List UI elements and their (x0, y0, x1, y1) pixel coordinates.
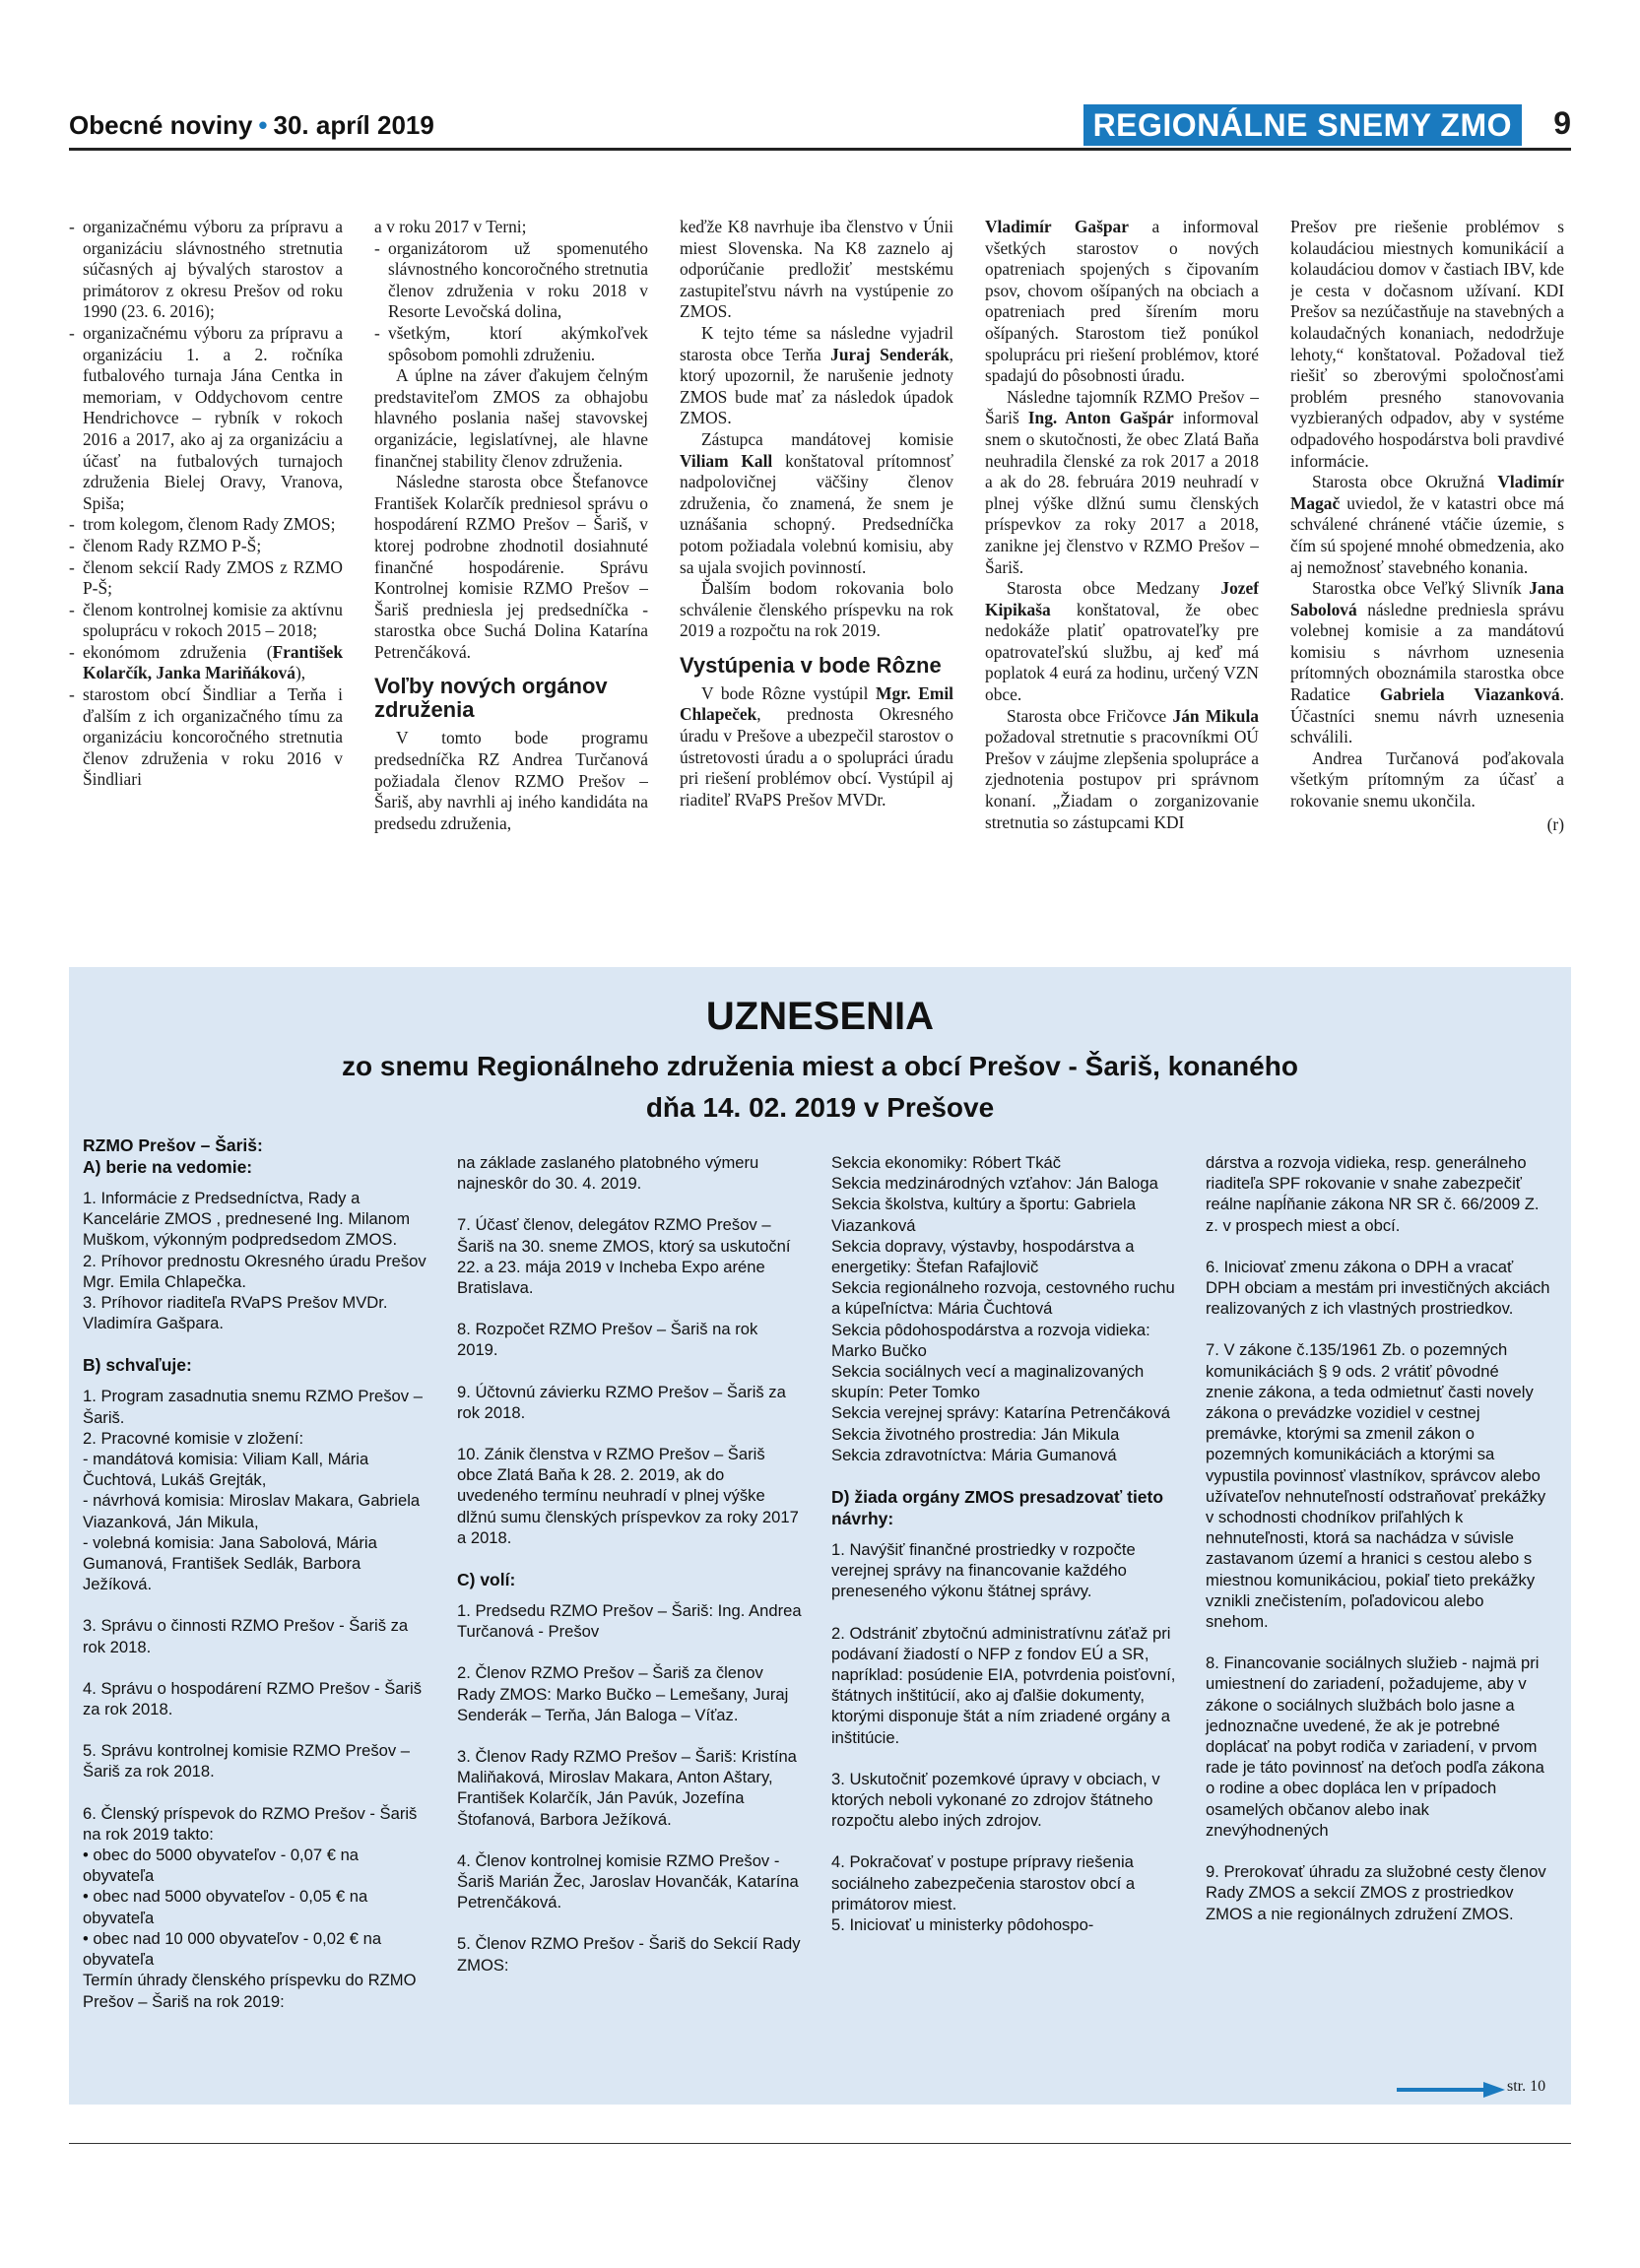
bold-name: Jozef Kipikaša (985, 578, 1259, 619)
resolution-item: 5. Iniciovať u ministerky pôdohospo- (831, 1915, 1094, 1935)
text: informoval snem o skutočnosti, že obec Zlatá Baňa neuhradila členské za rok 2017 a 2018 a ak do 28. februára 2019 neuhradí v plnej výške dlžnú sumu členských príspevkov za roky 2017 a 2018, zanikne jej členstvo v RZMO Prešov – Šariš. (985, 408, 1259, 577)
list-item: - organizačnému výboru za prípravu a organizáciu slávnostného stretnutia súčasných aj bývalých starostov a primátorov z okresu Prešov od roku 1990 (23. 6. 2016); (69, 217, 343, 323)
paragraph (985, 578, 1259, 706)
resolution-item: 2. Pracovné komisie v zložení: (83, 1428, 304, 1448)
subheading: Vystúpenia v bode Rôzne (680, 652, 942, 678)
separator-dot: • (258, 110, 268, 140)
list-item: - starostom obcí Šindliar a Terňa i ďalším z ich organizačného tímu za organizáciu koncoročného stretnutia členov združenia v roku 2016 v Šindliari (69, 684, 343, 791)
page-header (69, 97, 1571, 148)
subheading: Voľby nových orgánov združenia (374, 674, 608, 723)
article-column-3 (680, 217, 953, 936)
masthead (69, 110, 434, 141)
resolution-item: 8. Financovanie sociálnych služieb - najmä pri umiestnení do zariadení, požadujeme, aby v zákone o sociálnych službách bolo jasne a jednoznačne uvedené, že ak je potrebné doplácať na pobyt rodiča v zariadení, v prvom rade je táto povinnosť na deťoch podľa zákona o rodine a obec dopláca len v prípadoch osamelých občanov alebo inak znevýhodnených (1206, 1653, 1544, 1840)
subtitle-line: zo snemu Regionálneho združenia miest a obcí Prešov - Šariš, konaného (342, 1051, 1298, 1081)
bold-name: Jana Sabolová (1290, 578, 1564, 619)
text: Zástupca mandátovej komisie (701, 428, 953, 449)
text: konštatoval prítomnosť nadpolovičnej väčšiny členov združenia, čo znamená, že snem je uznášania schopný. Predsedníčka potom požiadala volebnú komisiu, aby sa ujala svojich povinností. (680, 450, 953, 577)
resolution-item: 5. Členov RZMO Prešov - Šariš do Sekcií Rady ZMOS: (457, 1934, 801, 1975)
article-column-2 (374, 217, 648, 936)
section-member: Sekcia školstva, kultúry a športu: Gabriela Viazanková (831, 1195, 1136, 1235)
resolution-item: 3. Uskutočniť pozemkové úpravy v obciach, v ktorých neboli vykonané zo zdrojov štátneho rozpočtu alebo iných zdrojov. (831, 1769, 1160, 1831)
text: Starosta obce Fričovce (1007, 705, 1173, 726)
text: ekonómom združenia ( (83, 641, 273, 662)
text: Starosta obce Medzany (1007, 578, 1221, 599)
text: Starostka obce Veľký Slivník (1312, 578, 1530, 599)
resolution-item: 7. Účasť členov, delegátov RZMO Prešov – Šariš na 30. sneme ZMOS, ktorý sa uskutoční 22. a 23. mája 2019 v Incheba Expo aréne Bratislava. (457, 1215, 791, 1298)
resolutions-title: UZNESENIA (705, 995, 935, 1038)
thanks-list-cont (374, 238, 648, 366)
paragraph: Prešov pre riešenie problémov s kolaudáciou miestnych komunikácií a kolaudáciou domov v častiach IBV, kde je cesta v dočasnom užívaní. KDI Prešov sa nezúčastňuje na stavebných a kolaudačných konaniach, nedodržuje lehoty,“ konštatoval. Požadoval tiež riešiť so zberovými spoločnosťami problém presného stanovovania vyzbieraných odpadov, aby v systéme odpadového hospodárstva boli pravdivé informácie. (1290, 217, 1564, 471)
resolution-item: 4. Správu o hospodárení RZMO Prešov - Šariš za rok 2018. (83, 1678, 423, 1719)
paragraph (1290, 472, 1564, 578)
paragraph: A úplne na záver ďakujem čelným predstaviteľom ZMOS za obhajobu hlavného poslania našej stavovskej organizácie, legislatívnej, ale hlavne finančnej stability členov združenia. (374, 365, 648, 471)
resolution-item: 4. Členov kontrolnej komisie RZMO Prešov - Šariš Marián Žec, Jaroslav Hovančák, Katarína Petrenčáková. (457, 1850, 799, 1912)
resolution-item: 9. Prerokovať úhradu za služobné cesty členov Rady ZMOS a sekcií ZMOS z prostriedkov ZMOS a nie regionálnych združení ZMOS. (1206, 1862, 1546, 1923)
text: K tejto téme sa následne vyjadril starosta obce Terňa (680, 322, 953, 364)
bold-name: Mgr. Emil Chlapeček (680, 682, 953, 725)
text: V bode Rôzne vystúpil (701, 682, 877, 703)
resolution-item: 1. Program zasadnutia snemu RZMO Prešov – Šariš. (83, 1387, 423, 1427)
resolution-item: 5. Správu kontrolnej komisie RZMO Prešov – Šariš za rok 2018. (83, 1741, 410, 1782)
resolution-item: 2. Príhovor prednostu Okresného úradu Prešov Mgr. Emila Chlapečka. (83, 1251, 426, 1291)
section-member: Sekcia zdravotníctva: Mária Gumanová (831, 1445, 1117, 1464)
list-item: - členom sekcií Rady ZMOS z RZMO P-Š; (69, 557, 343, 600)
list-item: - členom Rady RZMO P-Š; (69, 536, 343, 557)
article-column-5 (1290, 217, 1564, 936)
section-member: Sekcia regionálneho rozvoja, cestovného ruchu a kúpeľníctva: Mária Čuchtová (831, 1278, 1175, 1319)
paragraph (680, 683, 953, 811)
resolution-item: 2. Členov RZMO Prešov – Šariš za členov Rady ZMOS: Marko Bučko – Lemešany, Juraj Senderák – Terňa, Ján Baloga – Víťaz. (457, 1663, 789, 1724)
article (69, 217, 1571, 936)
resolution-item: 7. V zákone č.135/1961 Zb. o pozemných komunikáciách § 9 ods. 2 vrátiť pôvodné znenie zákona, a teda odmietnuť časti novely zákona o prevádzke vozidiel v cestnej premávke, ktorými sa zmenil zákon o pozemných komunikáciách a ktorými sa vypustila povinnosť vlastníkov, správcov alebo užívateľov nehnuteľností odstraňovať prekážky v schodnosti chodníkov priľahlých k nehnuteľnosti, ktorá sa nachádza v súvisle zastavanom území a hranici s cestou alebo s miestnou komunikáciou, pokiaľ tieto prekážky vznikli znečistením, poľadovicou alebo snehom. (1206, 1340, 1546, 1632)
section-member: Sekcia medzinárodných vzťahov: Ján Baloga (831, 1174, 1158, 1194)
resolution-item: - volebná komisia: Jana Sabolová, Mária Gumanová, František Sedlák, Barbora Ježíková. (83, 1532, 377, 1594)
paragraph (680, 429, 953, 578)
paragraph (985, 217, 1259, 387)
bold-name: Ing. Anton Gašpár (1027, 408, 1174, 428)
section-heading-a: A) berie na vedomie: (83, 1157, 253, 1177)
paper-name: Obecné noviny (69, 110, 253, 140)
text: ), (295, 663, 306, 683)
continue-arrow-icon (1397, 2082, 1505, 2098)
page-number: 9 (1553, 105, 1571, 141)
text: Následne tajomník RZMO Prešov – Šariš (985, 386, 1259, 428)
resolution-item: 6. Členský príspevok do RZMO Prešov - Šariš na rok 2019 takto: (83, 1803, 418, 1844)
resolution-item: 3. Príhovor riaditeľa RVaPS Prešov MVDr. Vladimíra Gašpara. (83, 1293, 388, 1333)
text: , prednosta Okresného úradu v Prešove a ubezpečil starostov o ústretovosti úradu a o spolupráci úradu pri riešení problémov obcí. Vystúpil aj riaditeľ RVaPS Prešov MVDr. (680, 704, 953, 810)
text: konštatoval, že obec nedokáže platiť opatrovateľky pre opatrovateľskú službu, aj keď má poplatok 4 eurá za hodinu, určený VZN obce. (985, 599, 1259, 705)
bold-name: Gabriela Viazanková (1379, 684, 1560, 705)
paragraph (985, 387, 1259, 578)
resolution-item: 1. Predsedu RZMO Prešov – Šariš: Ing. Andrea Turčanová - Prešov (457, 1601, 802, 1642)
list-item: - organizačnému výboru za prípravu a organizáciu 1. a 2. ročníka futbalového turnaja Jána Centka in memoriam, v Oddychovom centre Hendrichovce – rybník v rokoch 2016 a 2017, ako aj za organizáciu a účasť na futbalových turnajoch združenia Bielej Oravy, Vranova, Spiša; (69, 323, 343, 514)
resolution-item: 2. Odstrániť zbytočnú administratívnu záťaž pri podávaní žiadostí o NFP z fondov EÚ a SR, napríklad: posúdenie EIA, potvrdenia poisťovní, štátnych inštitúcií, ako aj ďalšie dokumenty, ktorými disponuje štát a ním zriadené orgány a inštitúcie. (831, 1623, 1176, 1747)
paragraph (680, 323, 953, 429)
section-member: Sekcia dopravy, výstavby, hospodárstva a energetiky: Štefan Rafajlovič (831, 1236, 1135, 1277)
text: Starosta obce Okružná (1312, 472, 1498, 492)
resolution-item: dárstva a rozvoja vidieka, resp. generálneho riaditeľa SPF rokovanie v snahe zabezpečiť reálne napĺňanie zákona NR SR č. 66/2009 Z. z. v prospech miest a obcí. (1206, 1153, 1540, 1235)
text: a informoval všetkých starostov o nových opatreniach spojených s čipovaním psov, chovom ošípaných na obciach a opatreniach pred šírením moru ošípaných. Starostom tiež ponúkol spoluprácu pri riešení problémov, ktoré spadajú do pôsobnosti úradu. (985, 217, 1259, 386)
resolution-item: 3. Správu o činnosti RZMO Prešov - Šariš za rok 2018. (83, 1616, 409, 1656)
bold-name: Ján Mikula (1172, 705, 1259, 726)
resolutions-column-4 (1206, 1152, 1550, 1945)
paragraph (1290, 578, 1564, 748)
section-member: Sekcia ekonomiky: Róbert Tkáč (831, 1153, 1062, 1172)
bold-name: Vladimír Magač (1290, 472, 1564, 513)
bold-name: Viliam Kall (680, 450, 773, 471)
resolution-item: - mandátová komisia: Viliam Kall, Mária Čuchtová, Lukáš Grejták, (83, 1450, 369, 1490)
resolution-item: 10. Zánik členstva v RZMO Prešov – Šariš obce Zlatá Baňa k 28. 2. 2019, ak do uvedeného termínu neuhradí v plnej výške dlžnú sumu členských príspevkov za roky 2017 a 2018. (457, 1445, 799, 1547)
text: . Účastníci snemu návrh uznesenia schválili. (1290, 684, 1564, 747)
resolutions-subtitle (69, 1046, 1571, 1129)
continued-on-page: str. 10 (1507, 2078, 1546, 2095)
fee-bullet: • obec nad 5000 obyvateľov - 0,05 € na obyvateľa (83, 1887, 368, 1927)
subtitle-line: dňa 14. 02. 2019 v Prešove (645, 1092, 995, 1123)
resolution-item: - návrhová komisia: Miroslav Makara, Gabriela Viazanková, Ján Mikula, (83, 1491, 421, 1531)
section-member: Sekcia životného prostredia: Ján Mikula (831, 1424, 1120, 1444)
header-rule (69, 148, 1571, 151)
resolution-item: 9. Účtovnú závierku RZMO Prešov – Šariš za rok 2018. (457, 1382, 786, 1422)
paragraph: a v roku 2017 v Terni; (374, 217, 527, 236)
resolutions-box (69, 967, 1571, 2105)
text: požadoval stretnutie s pracovníkmi OÚ Prešov v záujme zlepšenia spolupráce a zjednotenia postupov pri správnom konaní. „Žiadam o zorganizovanie stretnutia so zástupcami KDI (985, 727, 1259, 832)
article-column-1 (69, 217, 343, 936)
resolution-item: 4. Pokračovať v postupe prípravy riešenia sociálneho zabezpečenia starostov obcí a primátorov miest. (831, 1852, 1136, 1913)
resolutions-column-2 (457, 1152, 802, 1996)
resolutions-column-1 (83, 1134, 427, 2012)
resolution-item: 6. Iniciovať zmenu zákona o DPH a vracať DPH obciam a mestám pri investičných akciách realizovaných z ich vlastných prostriedkov. (1206, 1257, 1550, 1319)
fee-bullet: • obec nad 10 000 obyvateľov - 0,02 € na obyvateľa (83, 1928, 382, 1970)
resolution-item: 3. Členov Rady RZMO Prešov – Šariš: Kristína Maliňaková, Miroslav Makara, Anton Aštary, František Kolarčík, Ján Pavúk, Jozefína Štofanová, Barbora Ježíková. (457, 1747, 797, 1829)
resolution-item: Termín úhrady členského príspevku do RZMO Prešov – Šariš na rok 2019: (83, 1971, 417, 2011)
section-heading-d: D) žiada orgány ZMOS presadzovať tieto návrhy: (831, 1487, 1164, 1529)
resolution-item: 8. Rozpočet RZMO Prešov – Šariš na rok 2019. (457, 1320, 758, 1360)
paragraph: Následne starosta obce Štefanovce František Kolarčík predniesol správu o hospodárení RZMO Prešov – Šariš, v ktorej podrobne zhodnotil dosiahnuté finančné hospodárenie. Správu Kontrolnej komisie RZMO Prešov – Šariš predniesla jej predsedníčka - starostka obce Suchá Dolina Katarína Petrenčáková. (374, 472, 648, 662)
author-signature: (r) (1546, 813, 1564, 834)
resolution-item: 1. Navýšiť finančné prostriedky v rozpočte verejnej správy na financovanie každého preneseného výkonu štátnej správy. (831, 1540, 1136, 1601)
section-member: Sekcia sociálnych vecí a maginalizovaných skupín: Peter Tomko (831, 1362, 1145, 1402)
text: následne predniesla správu volebnej komisie a za mandátovú komisiu s návrhom uznesenia prítomných oboznámila starostka obce Radatice (1290, 599, 1564, 705)
paragraph: V tomto bode programu predsedníčka RZ Andrea Turčanová požiadala členov RZMO Prešov – Šariš, aby navrhli aj iného kandidáta na predsedu združenia, (374, 728, 648, 833)
resolution-item: na základe zaslaného platobného výmeru najneskôr do 30. 4. 2019. (457, 1153, 759, 1194)
bold-name: Vladimír Gašpar (985, 217, 1129, 236)
list-item (69, 642, 343, 684)
paragraph: Andrea Turčanová poďakovala všetkým prítomným za účasť a rokovanie snemu ukončila. (1290, 747, 1564, 811)
article-column-4 (985, 217, 1259, 936)
thanks-list (69, 217, 343, 791)
list-item: - všetkým, ktorí akýmkoľvek spôsobom pomohli združeniu. (374, 323, 648, 365)
issue-date: 30. apríl 2019 (273, 110, 434, 140)
list-item: - členom kontrolnej komisie za aktívnu spoluprácu v rokoch 2015 – 2018; (69, 600, 343, 642)
section-heading-b: B) schvaľuje: (83, 1355, 192, 1376)
list-item: - trom kolegom, členom Rady ZMOS; (69, 514, 343, 536)
resolutions-column-3 (831, 1152, 1176, 1935)
text: uviedol, že v katastri obce má schválené chránené vtáčie územie, s čím sú spojené mnohé obmedzenia, ako aj nemožnosť stavebného konania. (1290, 492, 1564, 577)
section-member: Sekcia verejnej správy: Katarína Petrenčáková (831, 1403, 1171, 1423)
bold-name: Juraj Senderák (830, 344, 950, 364)
section-heading-c: C) volí: (457, 1570, 516, 1590)
text: , ktorý upozornil, že narušenie jednoty ZMOS bude mať za následok úpadok ZMOS. (680, 344, 953, 428)
paragraph: keďže K8 navrhuje iba členstvo v Únii miest Slovenska. Na K8 zaznelo aj odporúčanie predložiť mestskému zastupiteľstvu návrh na vystúpenie zo ZMOS. (680, 217, 953, 322)
fee-bullet: • obec do 5000 obyvateľov - 0,07 € na obyvateľa (83, 1846, 360, 1886)
resolution-item: 1. Informácie z Predsedníctva, Rady a Kancelárie ZMOS , prednesené Ing. Milanom Muškom, výkonným podpredsedom ZMOS. (83, 1189, 411, 1250)
section-member: Sekcia pôdohospodárstva a rozvoja vidieka: Marko Bučko (831, 1320, 1150, 1360)
section-label: REGIONÁLNE SNEMY ZMO (1083, 104, 1522, 146)
paragraph: Ďalším bodom rokovania bolo schválenie členského príspevku na rok 2019 a rozpočtu na rok 2019. (680, 578, 953, 641)
bottom-rule (69, 2143, 1571, 2144)
bold-names: František Kolarčík, Janka Mariňáková (83, 641, 343, 683)
org-name: RZMO Prešov – Šariš: (83, 1135, 263, 1155)
paragraph (985, 706, 1259, 834)
list-item: - organizátorom už spomenutého slávnostného koncoročného stretnutia členov združenia v roku 2018 v Resorte Levočská dolina, (374, 238, 648, 323)
